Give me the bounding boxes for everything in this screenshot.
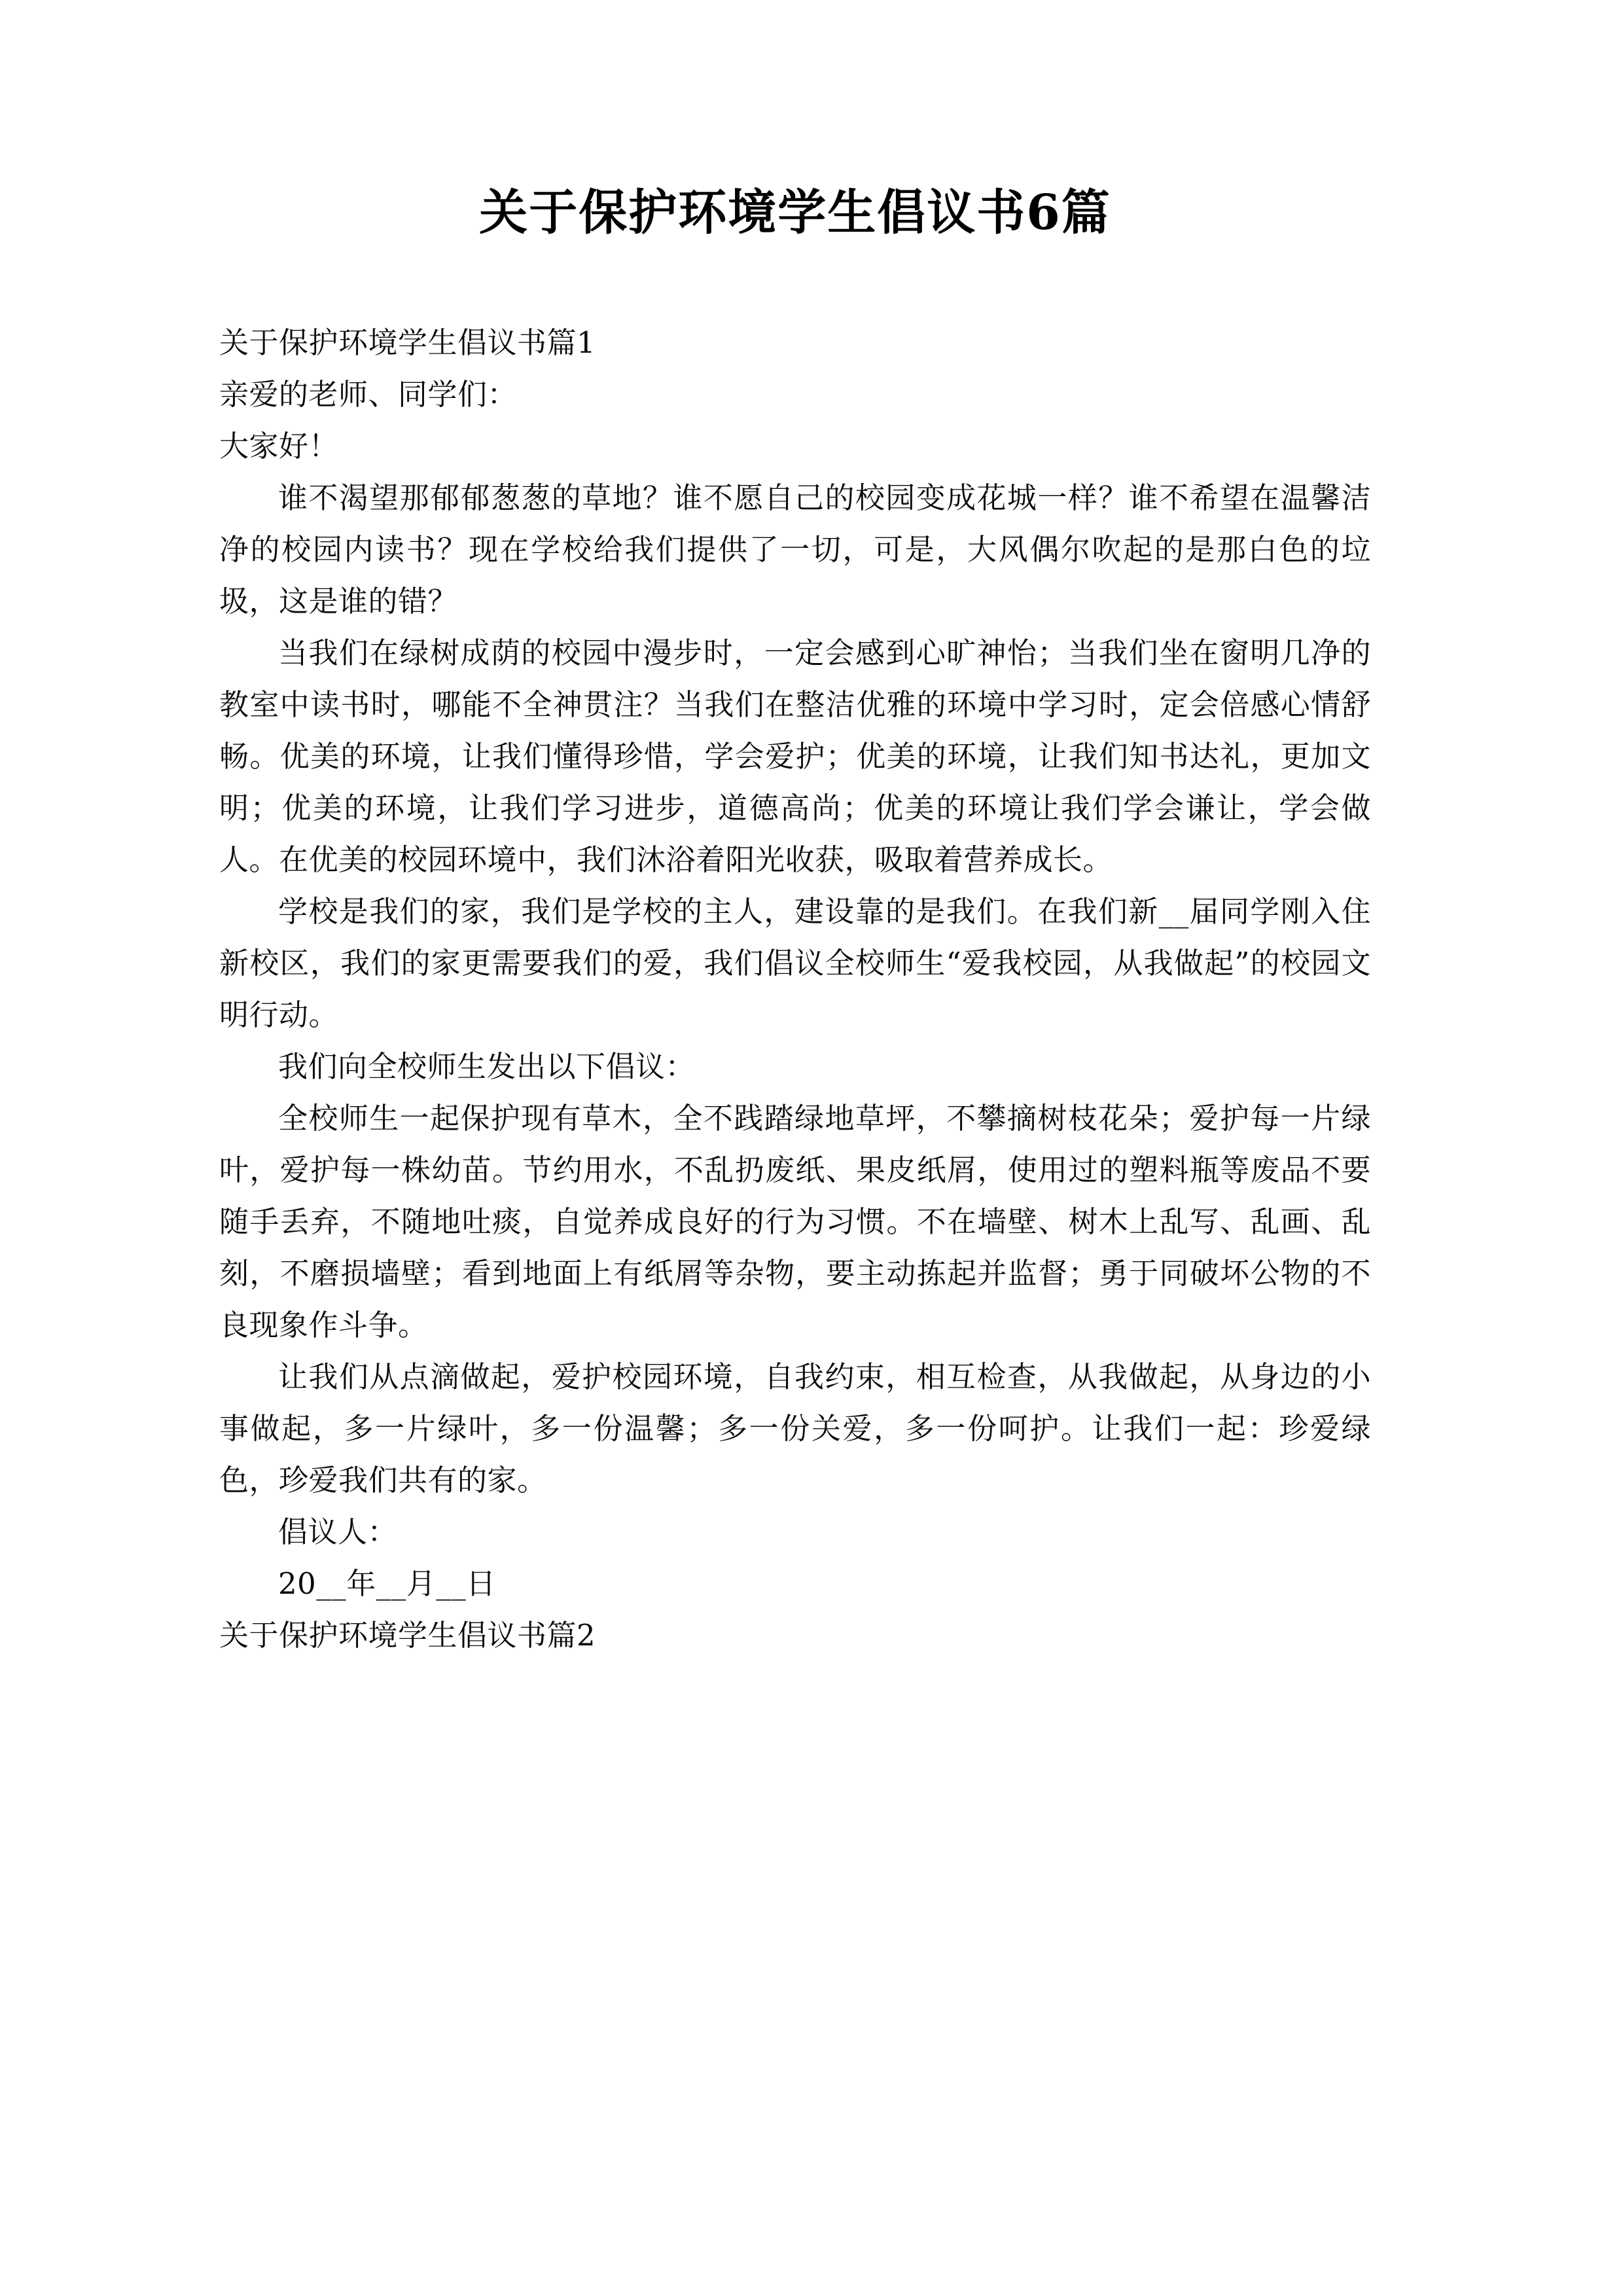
salutation-line: 亲爱的老师、同学们： [219,377,518,412]
paragraph-1: 谁不渴望那郁郁葱葱的草地？谁不愿自己的校园变成花城一样？谁不希望在温馨洁净的校园内读书？现在学校给我们提供了一切，可是，大风偶尔吹起的是那白色的垃圾，这是谁的错？ [219,480,1371,619]
document-body [219,317,1371,1661]
section-heading-2: 关于保护环境学生倡议书篇2 [219,1618,596,1653]
paragraph-2: 当我们在绿树成荫的校园中漫步时，一定会感到心旷神怡；当我们坐在窗明几净的教室中读书时，哪能不全神贯注？当我们在整洁优雅的环境中学习时，定会倍感心情舒畅。优美的环境，让我们懂得珍惜，学会爱护；优美的环境，让我们知书达礼，更加文明；优美的环境，让我们学习进步，道德高尚；优美的环境让我们学会谦让，学会做人。在优美的校园环境中，我们沐浴着阳光收获，吸取着营养成长。 [219,636,1371,877]
paragraph-5: 全校师生一起保护现有草木，全不践踏绿地草坪，不攀摘树枝花朵；爱护每一片绿叶，爱护每一株幼苗。节约用水，不乱扔废纸、果皮纸屑，使用过的塑料瓶等废品不要随手丢弃，不随地吐痰，自觉养成良好的行为习惯。不在墙壁、树木上乱写、乱画、乱刻，不磨损墙壁；看到地面上有纸屑等杂物，要主动拣起并监督；勇于同破坏公物的不良现象作斗争。 [219,1101,1371,1342]
date-line: 20__年__月__日 [278,1566,496,1601]
paragraph-3: 学校是我们的家，我们是学校的主人，建设靠的是我们。在我们新__届同学刚入住新校区，我们的家更需要我们的爱，我们倡议全校师生“爱我校园，从我做起”的校园文明行动。 [219,894,1371,1032]
document-content [219,0,1371,1661]
signature-line: 倡议人： [278,1515,398,1549]
page-title: 关于保护环境学生倡议书6篇 [479,185,1111,241]
paragraph-6: 让我们从点滴做起，爱护校园环境，自我约束，相互检查，从我做起，从身边的小事做起，多一片绿叶，多一份温馨；多一份关爱，多一份呵护。让我们一起：珍爱绿色，珍爱我们共有的家。 [219,1359,1371,1498]
section-heading-1: 关于保护环境学生倡议书篇1 [219,325,596,360]
greeting-line: 大家好！ [219,429,339,463]
paragraph-4: 我们向全校师生发出以下倡议： [278,1049,696,1084]
